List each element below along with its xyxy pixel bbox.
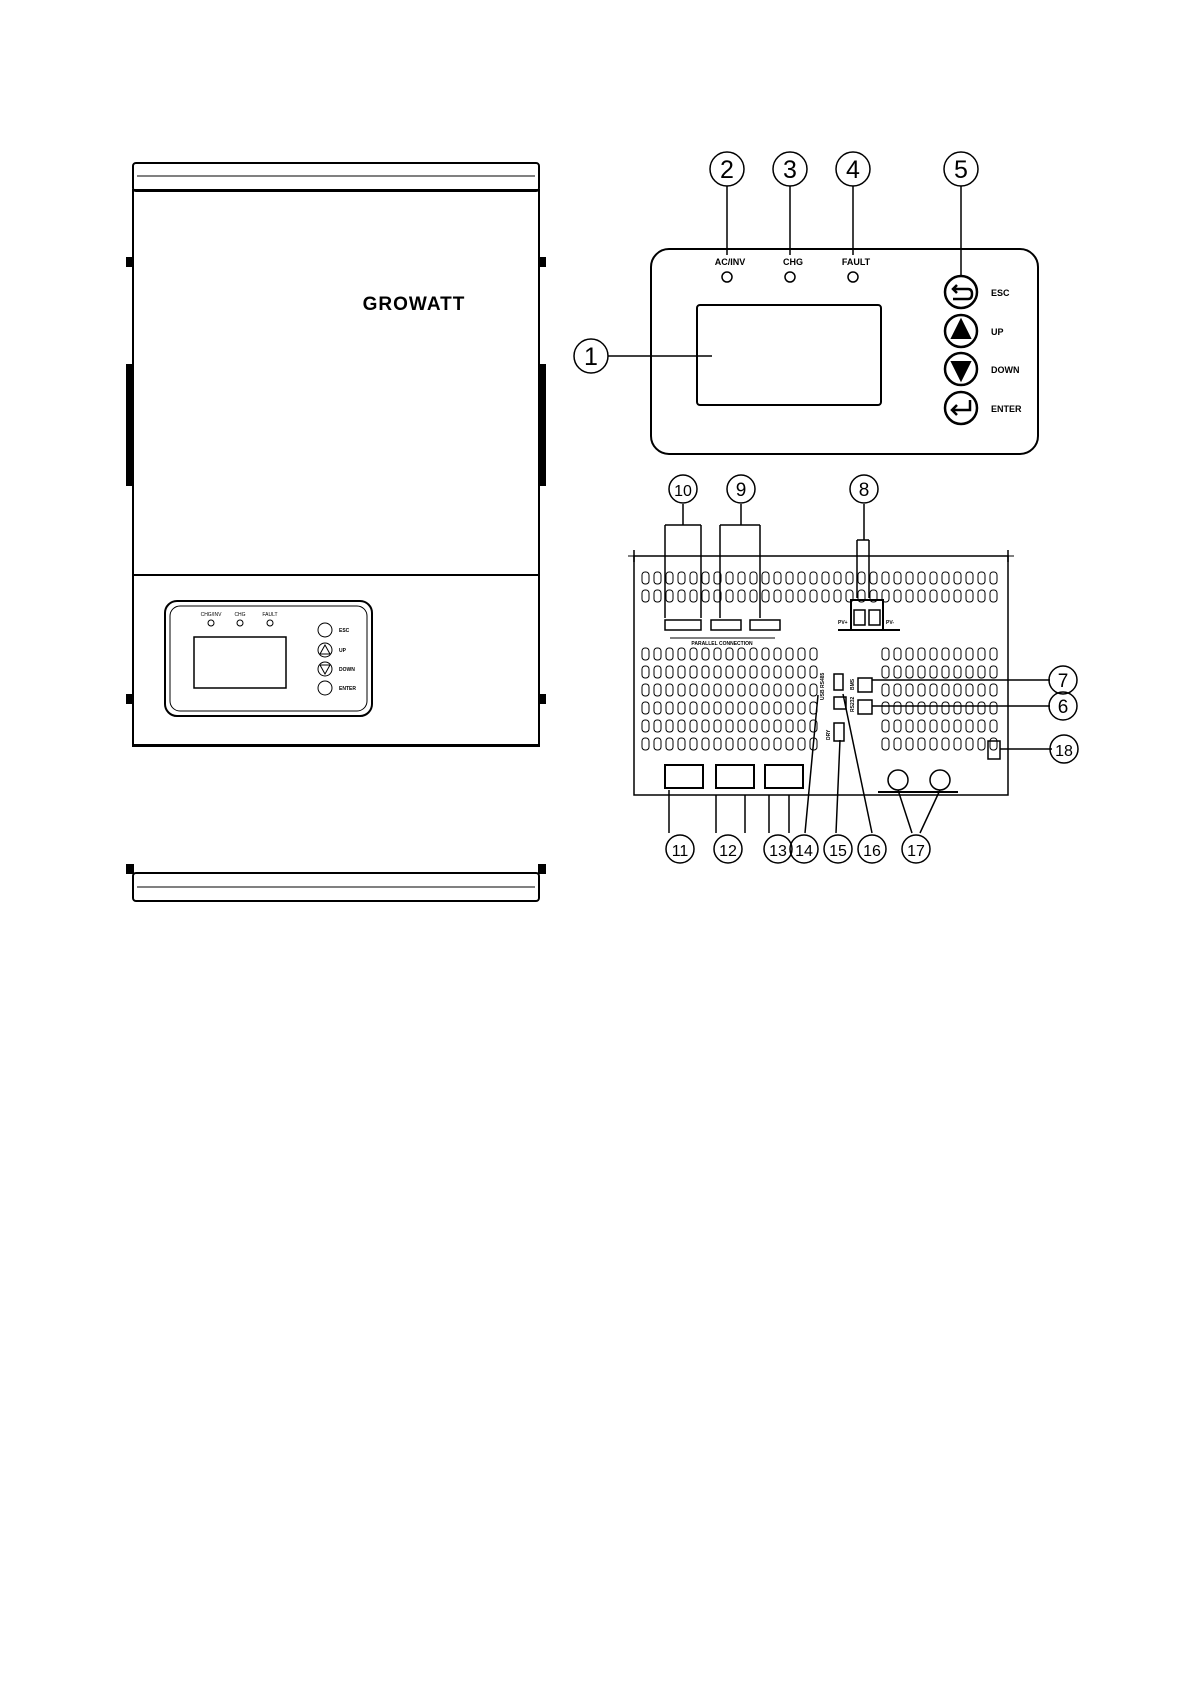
vent-slot: [810, 648, 817, 660]
vent-slot: [666, 720, 673, 732]
panel-led-labels: [715, 257, 871, 267]
bottom-callout-numbers: [672, 480, 1073, 860]
vent-slot: [642, 738, 649, 750]
vent-slot: [762, 684, 769, 696]
vent-slot: [738, 572, 745, 584]
vent-slot: [786, 666, 793, 678]
vent-slot: [642, 648, 649, 660]
vent-slot: [702, 572, 709, 584]
vent-slot: [834, 590, 841, 602]
vent-slot: [642, 572, 649, 584]
vent-slot: [966, 666, 973, 678]
vent-slot: [738, 738, 745, 750]
vent-slot: [666, 666, 673, 678]
vent-slot: [690, 702, 697, 714]
vent-slot: [894, 648, 901, 660]
vent-slot: [750, 572, 757, 584]
triangle-down-icon: [952, 362, 970, 380]
vent-slot: [726, 590, 733, 602]
battery-terminal-b: [930, 770, 950, 790]
panel-detail: [574, 152, 1038, 454]
vent-slot: [678, 572, 685, 584]
vent-slot: [966, 720, 973, 732]
vent-slot: [966, 702, 973, 714]
vent-slot: [642, 720, 649, 732]
vent-slot: [678, 702, 685, 714]
vent-slot: [762, 720, 769, 732]
vent-slot: [702, 648, 709, 660]
vent-slot: [978, 590, 985, 602]
vent-slot: [762, 666, 769, 678]
parallel-port-10: [665, 620, 701, 630]
vent-slot: [690, 590, 697, 602]
panel-button-labels: [991, 288, 1022, 414]
vent-slot: [894, 684, 901, 696]
vent-slot: [822, 590, 829, 602]
vent-slot: [762, 572, 769, 584]
vent-slot: [906, 684, 913, 696]
rs485-port: [858, 700, 872, 714]
vent-slot: [774, 590, 781, 602]
vent-slot: [918, 738, 925, 750]
vent-slot: [714, 684, 721, 696]
vent-slot: [954, 666, 961, 678]
vent-slot: [678, 684, 685, 696]
vent-slot: [762, 648, 769, 660]
vent-slot: [774, 684, 781, 696]
vent-slot: [690, 738, 697, 750]
vent-slot: [870, 572, 877, 584]
vent-slots: [642, 572, 997, 750]
vent-slot: [942, 738, 949, 750]
vent-slot: [666, 590, 673, 602]
vent-slot: [750, 702, 757, 714]
callout-number: 4: [846, 156, 860, 184]
vent-slot: [654, 648, 661, 660]
vent-slot: [930, 702, 937, 714]
vent-slot: [702, 720, 709, 732]
vent-slot: [942, 702, 949, 714]
vent-slot: [726, 684, 733, 696]
vent-slot: [678, 590, 685, 602]
port-label: BMS: [850, 678, 856, 690]
vent-slot: [942, 684, 949, 696]
vent-slot: [918, 684, 925, 696]
usb-port: [834, 674, 843, 690]
led-fault: [848, 272, 858, 282]
vent-slot: [882, 720, 889, 732]
vent-slot: [906, 648, 913, 660]
vent-slot: [666, 738, 673, 750]
vent-slot: [762, 590, 769, 602]
port-label: USB: [820, 689, 826, 700]
vent-slot: [654, 684, 661, 696]
vent-slot: [654, 738, 661, 750]
vent-slot: [750, 720, 757, 732]
vent-slot: [930, 684, 937, 696]
vent-slot: [918, 648, 925, 660]
button-label: DOWN: [991, 365, 1020, 375]
mini-led-label: FAULT: [262, 612, 278, 618]
callout-number: 9: [735, 480, 747, 501]
parallel-connection-label: PARALLEL CONNECTION: [691, 641, 753, 647]
mini-led-label: CHG: [234, 612, 246, 618]
vent-slot: [702, 738, 709, 750]
vent-slot: [726, 572, 733, 584]
vent-slot: [990, 590, 997, 602]
button-label: ESC: [991, 288, 1010, 298]
vent-slot: [654, 666, 661, 678]
callout-number: 1: [584, 343, 598, 371]
vent-slot: [774, 666, 781, 678]
vent-slot: [702, 684, 709, 696]
vent-slot: [798, 702, 805, 714]
vent-slot: [942, 572, 949, 584]
vent-slot: [666, 684, 673, 696]
pv-minus-label: PV-: [886, 620, 895, 626]
vent-slot: [978, 666, 985, 678]
port-label: RS232: [850, 696, 856, 712]
vent-slot: [918, 590, 925, 602]
vent-slot: [930, 738, 937, 750]
vent-slot: [714, 666, 721, 678]
vent-slot: [714, 648, 721, 660]
vent-slot: [906, 666, 913, 678]
vent-slot: [930, 590, 937, 602]
ac-terminal-12: [716, 765, 754, 788]
vent-slot: [678, 666, 685, 678]
led-label: AC/INV: [714, 257, 746, 267]
vent-slot: [954, 572, 961, 584]
parallel-port-9b: [750, 620, 780, 630]
callout-number: 11: [671, 843, 689, 860]
vent-slot: [798, 590, 805, 602]
vent-slot: [882, 684, 889, 696]
mini-panel-labels: [201, 612, 278, 618]
vent-slot: [762, 738, 769, 750]
vent-slot: [786, 590, 793, 602]
vent-slot: [894, 666, 901, 678]
vent-slot: [930, 666, 937, 678]
vent-slot: [978, 702, 985, 714]
ac-terminal-11: [665, 765, 703, 788]
vent-slot: [690, 572, 697, 584]
vent-slot: [666, 648, 673, 660]
led-label: FAULT: [841, 257, 871, 267]
vent-slot: [726, 720, 733, 732]
vent-slot: [738, 702, 745, 714]
vent-slot: [678, 648, 685, 660]
vent-slot: [954, 702, 961, 714]
vent-slot: [642, 702, 649, 714]
vent-slot: [894, 572, 901, 584]
vent-slot: [678, 720, 685, 732]
vent-slot: [990, 666, 997, 678]
vent-slot: [654, 572, 661, 584]
vent-slot: [690, 720, 697, 732]
vent-slot: [810, 590, 817, 602]
vent-slot: [966, 648, 973, 660]
callout-number: 13: [769, 843, 787, 860]
vent-slot: [918, 572, 925, 584]
mini-button-label: UP: [339, 648, 346, 654]
vent-slot: [774, 738, 781, 750]
led-chg: [785, 272, 795, 282]
vent-slot: [786, 648, 793, 660]
vent-slot: [990, 684, 997, 696]
vent-slot: [894, 590, 901, 602]
vent-slot: [774, 648, 781, 660]
vent-slot: [906, 702, 913, 714]
vent-slot: [894, 720, 901, 732]
vent-slot: [738, 666, 745, 678]
vent-slot: [786, 720, 793, 732]
ac-terminal-13: [765, 765, 803, 788]
mini-button-labels: [339, 628, 356, 692]
vent-slot: [894, 738, 901, 750]
callout-number: 8: [858, 480, 870, 501]
vent-slot: [714, 702, 721, 714]
vent-slot: [810, 684, 817, 696]
vent-slot: [834, 572, 841, 584]
callout-number: 14: [795, 843, 813, 860]
callout-number: 5: [954, 156, 968, 184]
vent-slot: [714, 738, 721, 750]
panel-callout-numbers: [584, 156, 968, 371]
vent-slot: [978, 684, 985, 696]
callout-number: 6: [1057, 697, 1069, 718]
vent-slot: [774, 720, 781, 732]
vent-slot: [726, 738, 733, 750]
vent-slot: [822, 572, 829, 584]
vent-slot: [798, 648, 805, 660]
vent-slot: [930, 720, 937, 732]
vent-slot: [882, 666, 889, 678]
vent-slot: [990, 572, 997, 584]
vent-slot: [846, 572, 853, 584]
vent-slot: [990, 702, 997, 714]
vent-slot: [954, 720, 961, 732]
mini-led-label: CHG/INV: [200, 612, 222, 618]
vent-slot: [906, 590, 913, 602]
vent-slot: [954, 648, 961, 660]
vent-slot: [966, 590, 973, 602]
led-ac-inv: [722, 272, 732, 282]
callout-number: 10: [674, 483, 692, 500]
vent-slot: [978, 648, 985, 660]
vent-slot: [810, 666, 817, 678]
vent-slot: [882, 738, 889, 750]
vent-slot: [918, 720, 925, 732]
vent-slot: [882, 702, 889, 714]
vent-slot: [702, 702, 709, 714]
vent-slot: [978, 738, 985, 750]
vent-slot: [954, 684, 961, 696]
vent-slot: [990, 720, 997, 732]
mini-button-label: ESC: [339, 628, 350, 634]
enter-arrow-icon: [952, 400, 970, 415]
vent-slot: [786, 572, 793, 584]
vent-slot: [942, 666, 949, 678]
vent-slot: [966, 572, 973, 584]
vent-slot: [978, 572, 985, 584]
vent-slot: [654, 702, 661, 714]
vent-slot: [942, 720, 949, 732]
vent-slot: [738, 720, 745, 732]
esc-button: [945, 276, 977, 308]
callout-number: 3: [783, 156, 797, 184]
up-button: [945, 315, 977, 347]
triangle-up-icon: [952, 320, 970, 338]
vent-slot: [978, 720, 985, 732]
vent-slot: [990, 648, 997, 660]
vent-slot: [654, 720, 661, 732]
vent-slot: [654, 590, 661, 602]
vent-slot: [894, 702, 901, 714]
vent-slot: [798, 684, 805, 696]
vent-slot: [798, 666, 805, 678]
vent-slot: [942, 648, 949, 660]
pv-plus-label: PV+: [838, 620, 848, 626]
callout-number: 2: [720, 156, 734, 184]
vent-slot: [942, 590, 949, 602]
vent-slot: [726, 648, 733, 660]
bms-port: [858, 678, 872, 692]
vent-slot: [750, 666, 757, 678]
lcd-screen: [697, 305, 881, 405]
vent-slot: [702, 590, 709, 602]
vent-slot: [918, 702, 925, 714]
vent-slot: [762, 702, 769, 714]
vent-slot: [954, 738, 961, 750]
callout-number: 15: [829, 843, 847, 860]
vent-slot: [642, 590, 649, 602]
vent-slot: [678, 738, 685, 750]
vent-slot: [690, 648, 697, 660]
vent-slot: [930, 572, 937, 584]
vent-slot: [642, 684, 649, 696]
vent-slot: [774, 702, 781, 714]
vent-slot: [786, 702, 793, 714]
button-label: UP: [991, 327, 1004, 337]
vent-slot: [966, 738, 973, 750]
vent-slot: [882, 572, 889, 584]
down-button: [945, 353, 977, 385]
parallel-port-9a: [711, 620, 741, 630]
vent-slot: [882, 648, 889, 660]
vent-slot: [690, 666, 697, 678]
vent-slot: [738, 590, 745, 602]
vent-slot: [906, 738, 913, 750]
vent-slot: [918, 666, 925, 678]
vent-slot: [726, 702, 733, 714]
mini-button-label: ENTER: [339, 686, 356, 692]
vent-slot: [714, 720, 721, 732]
vent-slot: [702, 666, 709, 678]
dry-contact: [834, 723, 844, 741]
vent-slot: [726, 666, 733, 678]
front-view: [127, 163, 545, 901]
vent-slot: [810, 572, 817, 584]
return-arrow-icon: [953, 285, 972, 299]
vent-slot: [798, 572, 805, 584]
mini-button-label: DOWN: [339, 667, 355, 673]
vent-slot: [666, 572, 673, 584]
callout-number: 7: [1057, 671, 1069, 692]
vent-slot: [858, 572, 865, 584]
vent-slot: [642, 666, 649, 678]
callout-number: 12: [719, 843, 737, 860]
vent-slot: [786, 738, 793, 750]
vent-slot: [750, 684, 757, 696]
brand-logo: GROWATT: [362, 294, 466, 315]
callout-number: 17: [907, 843, 925, 860]
vent-slot: [930, 648, 937, 660]
button-label: ENTER: [991, 404, 1022, 414]
vent-slot: [906, 720, 913, 732]
battery-terminal-a: [888, 770, 908, 790]
callout-number: 16: [863, 843, 881, 860]
vent-slot: [738, 648, 745, 660]
led-label: CHG: [783, 257, 803, 267]
vent-slot: [750, 590, 757, 602]
vent-slot: [954, 590, 961, 602]
bottom-view: [628, 475, 1078, 863]
callout-number: 18: [1055, 743, 1073, 760]
port-label: DRY: [826, 729, 832, 740]
vent-slot: [990, 738, 997, 750]
vent-slot: [906, 572, 913, 584]
vent-slot: [798, 738, 805, 750]
port-label: RS485: [820, 672, 826, 688]
vent-slot: [750, 738, 757, 750]
vent-slot: [786, 684, 793, 696]
vent-slot: [690, 684, 697, 696]
vent-slot: [738, 684, 745, 696]
vent-slot: [750, 648, 757, 660]
vent-slot: [666, 702, 673, 714]
vent-slot: [966, 684, 973, 696]
enter-button: [945, 392, 977, 424]
vent-slot: [798, 720, 805, 732]
vent-slot: [774, 572, 781, 584]
